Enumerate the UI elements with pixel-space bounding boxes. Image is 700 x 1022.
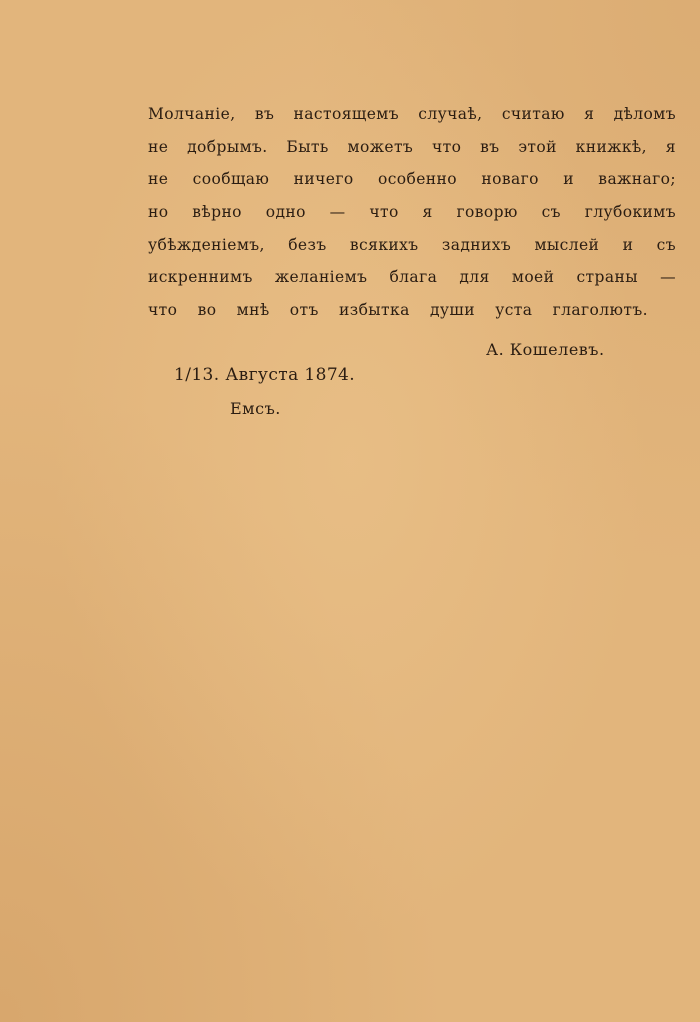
- paragraph-line-2: не добрымъ. Быть можетъ что въ этой книжкѣ, я: [148, 137, 676, 156]
- paragraph-line-6: искреннимъ желаніемъ блага для моей страны —: [148, 268, 676, 287]
- author-signature: А. Кошелевъ.: [486, 340, 605, 359]
- paragraph-line-4: но вѣрно одно — что я говорю съ глубокимъ: [148, 203, 676, 222]
- paragraph-line-3: не сообщаю ничего особенно новаго и важнаго;: [148, 170, 676, 189]
- place-line: Емсъ.: [230, 399, 281, 418]
- paragraph-line-1: Молчаніе, въ настоящемъ случаѣ, считаю я дѣломъ: [148, 105, 676, 123]
- paragraph-line-5: убѣжденіемъ, безъ всякихъ заднихъ мыслей и съ: [148, 235, 676, 254]
- paragraph: [148, 98, 676, 327]
- paragraph-line-7: что во мнѣ отъ избытка души уста глаголютъ.: [148, 301, 648, 320]
- date-line: 1/13. Августа 1874.: [174, 365, 356, 385]
